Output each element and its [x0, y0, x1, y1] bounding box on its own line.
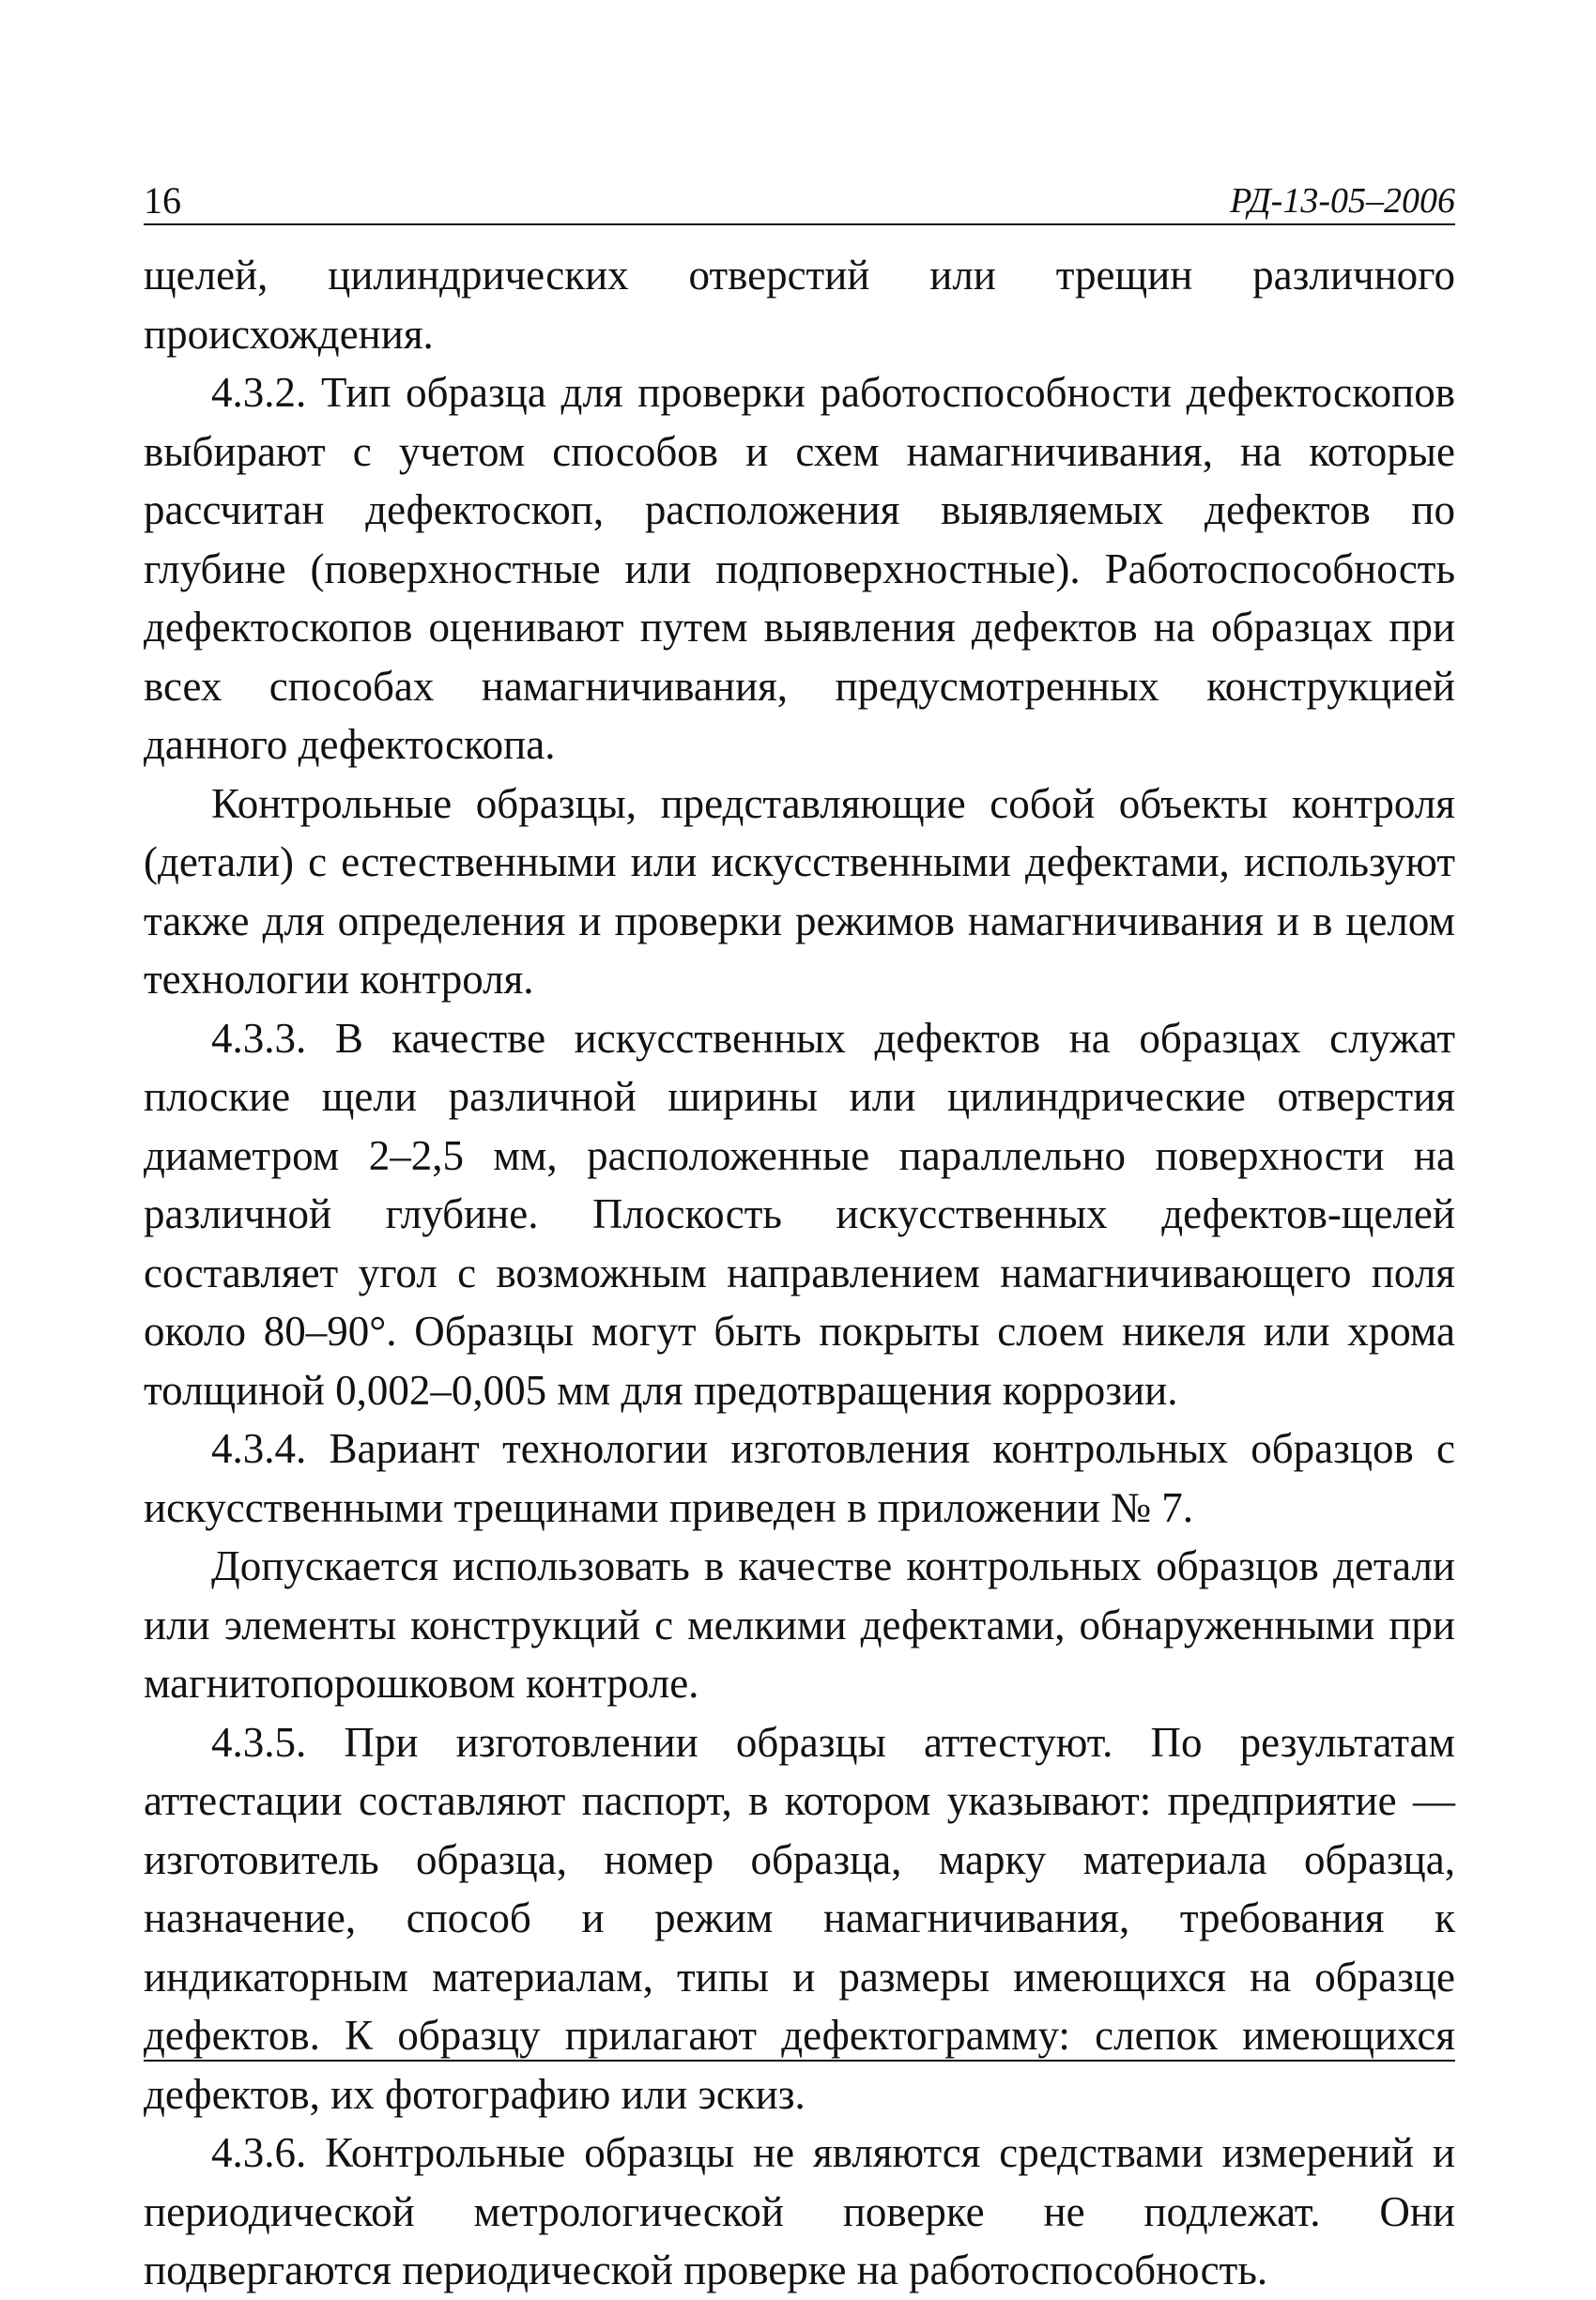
paragraph-4-3-5: 4.3.5. При изготовлении образцы аттестуют. По результатам аттестации составляют паспорт, в котором указывают: предприятие — изготовитель образца, номер образца, марку материала образца, назначение, способ и режим намагничивания, требования к индикаторным материалам, типы и размеры имеющихся на образце дефектов. К образцу прилагают дефектограмму: слепок имеющихся дефектов, их фотографию или эскиз. — [144, 1718, 1455, 2118]
paragraph-allowed-use: Допускается использовать в качестве контрольных образцов детали или элементы конструкций с мелкими дефектами, обнаруженными при магнитопорошковом контроле. — [144, 1542, 1455, 1707]
paragraph-4-3-2: 4.3.2. Тип образца для проверки работоспособности дефектоскопов выбирают с учетом способов и схем намагничивания, на которые рассчитан дефектоскоп, расположения выявляемых дефектов по глубине (поверхностные или подповерхностные). Работоспособность дефектоскопов оценивают путем выявления дефектов на образцах при всех способах намагничивания, предусмотренных конструкцией данного дефектоскопа. — [144, 369, 1455, 768]
document-page — [144, 0, 1455, 2293]
document-code: РД-13-05–2006 — [1230, 181, 1455, 221]
page-number: 16 — [144, 179, 181, 222]
paragraph-control-samples: Контрольные образцы, представляющие собой объекты контроля (детали) с естественными или искусственными дефектами, используют также для определения и проверки режимов намагничивания и в целом технологии контроля. — [144, 779, 1455, 1003]
footer-divider — [144, 2060, 1455, 2062]
paragraph-continuation: щелей, цилиндрических отверстий или трещин различного происхождения. — [144, 252, 1455, 358]
paragraph-4-3-4: 4.3.4. Вариант технологии изготовления контрольных образцов с искусственными трещинами приведен в приложении № 7. — [144, 1425, 1455, 1531]
page-header — [144, 178, 1455, 223]
header-divider — [144, 223, 1455, 225]
body-text — [144, 246, 1455, 2300]
paragraph-4-3-6: 4.3.6. Контрольные образцы не являются средствами измерений и периодической метрологической поверке не подлежат. Они подвергаются периодической проверке на работоспособность. — [144, 2129, 1455, 2293]
paragraph-4-3-3: 4.3.3. В качестве искусственных дефектов на образцах служат плоские щели различной ширины или цилиндрические отверстия диаметром 2–2,5 мм, расположенные параллельно поверхности на различной глубине. Плоскость искусственных дефектов-щелей составляет угол с возможным направлением намагничивающего поля около 80–90°. Образцы могут быть покрыты слоем никеля или хрома толщиной 0,002–0,005 мм для предотвращения коррозии. — [144, 1014, 1455, 1414]
